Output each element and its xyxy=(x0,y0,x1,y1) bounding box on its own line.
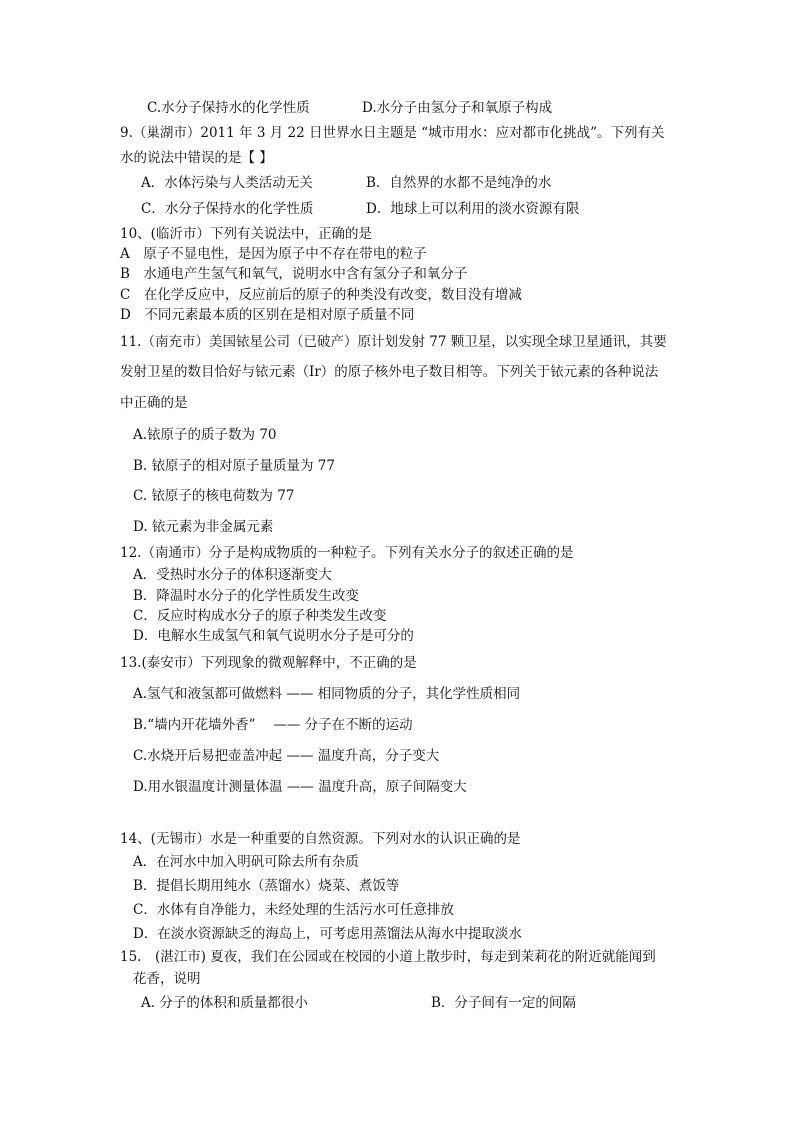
q11-stem-line3: 中正确的是 xyxy=(120,395,188,411)
q14-option-c: C．水体有自净能力，未经处理的生活污水可任意排放 xyxy=(133,902,454,918)
q10-option-d: D 不同元素最本质的区别在是相对原子质量不同 xyxy=(120,307,415,323)
q9-option-b: B．自然界的水都不是纯净的水 xyxy=(366,175,552,191)
q11-option-d: D. 铱元素为非金属元素 xyxy=(133,519,274,535)
q9-stem-line2: 水的说法中错误的是【 】 xyxy=(120,150,273,166)
q9-stem-line1: 9.（巢湖市）2011 年 3 月 22 日世界水日主题是 “城市用水：应对都市化挑战”。下列有关 xyxy=(120,125,665,141)
q15-option-a: A. 分子的体积和质量都很小 xyxy=(141,995,308,1011)
q9-options-ab xyxy=(141,174,552,192)
q9-option-d: D．地球上可以利用的淡水资源有限 xyxy=(366,201,580,217)
q11-stem-line2: 发射卫星的数目恰好与铱元素（Ir）的原子核外电子数目相等。下列关于铱元素的各种说法 xyxy=(120,364,659,380)
q14-stem: 14、(无锡市）水是一种重要的自然资源。下列对水的认识正确的是 xyxy=(120,831,521,847)
q9-option-c: C．水分子保持水的化学性质 xyxy=(141,201,314,217)
q8-options-cd xyxy=(147,99,553,117)
q12-option-d: D．电解水生成氢气和氧气说明水分子是可分的 xyxy=(133,628,414,644)
q10-stem: 10、(临沂市）下列有关说法中，正确的是 xyxy=(120,226,372,242)
q11-option-a: A.铱原子的质子数为 70 xyxy=(133,427,277,443)
q10-option-b: B 水通电产生氢气和氧气，说明水中含有氢分子和氧分子 xyxy=(120,266,468,282)
q8-option-d: D.水分子由氢分子和氧原子构成 xyxy=(362,100,553,116)
q15-stem-line1: 15. (湛江市) 夏夜，我们在公园或在校园的小道上散步时，每走到茉莉花的附近就能闻到 xyxy=(120,949,656,965)
q11-stem-line1: 11.（南充市）美国铱星公司（已破产）原计划发射 77 颗卫星，以实现全球卫星通讯，其要 xyxy=(120,334,667,350)
q9-option-a: A．水体污染与人类活动无关 xyxy=(141,175,313,191)
q11-option-b: B. 铱原子的相对原子量质量为 77 xyxy=(133,458,335,474)
q11-option-c: C. 铱原子的核电荷数为 77 xyxy=(133,488,295,504)
q15-options-ab xyxy=(141,994,576,1012)
q10-option-c: C 在化学反应中，反应前后的原子的种类没有改变，数目没有增减 xyxy=(120,287,522,303)
q15-stem-line2: 花香，说明 xyxy=(133,971,201,987)
q12-stem: 12.（南通市）分子是构成物质的一种粒子。下列有关水分子的叙述正确的是 xyxy=(120,545,574,561)
q9-options-cd xyxy=(141,200,580,218)
q14-option-a: A．在河水中加入明矾可除去所有杂质 xyxy=(133,854,359,870)
q14-option-b: B．提倡长期用纯水（蒸馏水）烧菜、煮饭等 xyxy=(133,878,400,894)
q13-option-b: B.“墙内开花墙外香” —— 分子在不断的运动 xyxy=(133,717,413,733)
q8-option-c: C.水分子保持水的化学性质 xyxy=(147,100,310,116)
q14-option-d: D．在淡水资源缺乏的海岛上，可考虑用蒸馏法从海水中提取淡水 xyxy=(133,926,522,942)
q12-option-b: B．降温时水分子的化学性质发生改变 xyxy=(133,588,359,604)
q13-stem: 13.(泰安市）下列现象的微观解释中，不正确的是 xyxy=(120,655,417,671)
q10-option-a: A 原子不显电性，是因为原子中不存在带电的粒子 xyxy=(120,246,427,262)
q13-option-a: A.氢气和液氢都可做燃料 —— 相同物质的分子，其化学性质相同 xyxy=(133,686,521,702)
q13-option-d: D.用水银温度计测量体温 —— 温度升高，原子间隔变大 xyxy=(133,779,467,795)
q12-option-a: A．受热时水分子的体积逐渐变大 xyxy=(133,567,332,583)
q13-option-c: C.水烧开后易把壶盖冲起 —— 温度升高，分子变大 xyxy=(133,748,440,764)
q15-option-b: B．分子间有一定的间隔 xyxy=(431,995,576,1011)
q12-option-c: C．反应时构成水分子的原子种类发生改变 xyxy=(133,608,387,624)
